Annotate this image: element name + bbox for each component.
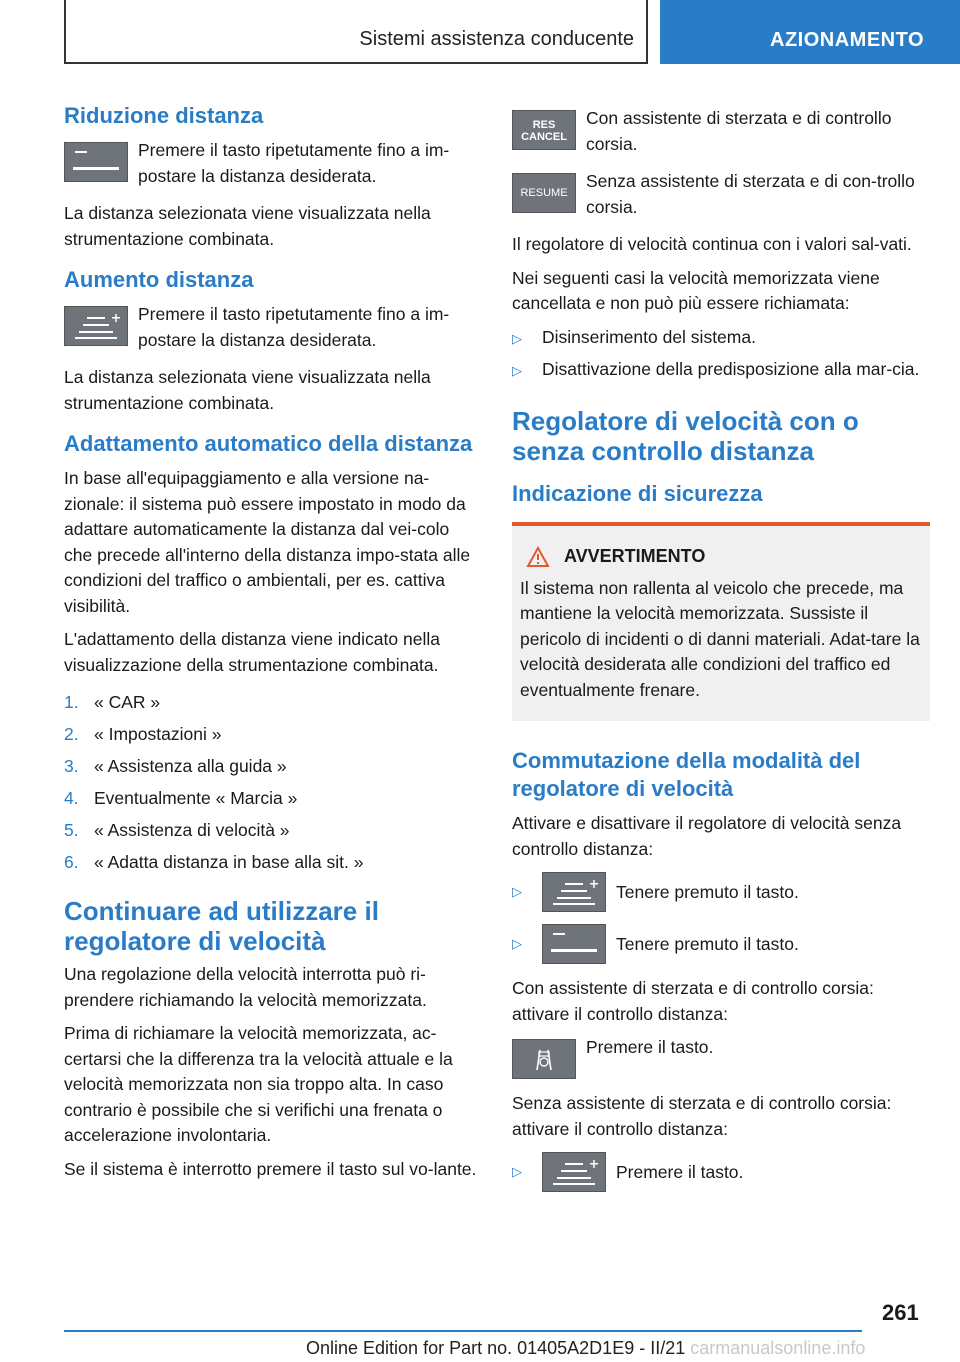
heading-riduzione: Riduzione distanza <box>64 103 264 128</box>
right-column <box>512 106 930 1204</box>
increase-instruction: Premere il tasto ripetutamente fino a im-postare la distanza desiderata. <box>138 304 450 350</box>
heading-adattamento: Adattamento automatico della distanza <box>64 431 473 456</box>
paragraph: L'adattamento della distanza viene indicato nella visualizzazione della strumentazione combinata. <box>64 629 440 675</box>
list-item: 3. « Assistenza alla guida » <box>64 756 287 776</box>
chapter-tab-label: AZIONAMENTO <box>770 29 925 51</box>
hold-row-increase <box>512 872 930 912</box>
list-item: 4. Eventualmente « Marcia » <box>64 788 298 808</box>
paragraph: La distanza selezionata viene visualizzata nella strumentazione combinata. <box>64 203 431 249</box>
bullet-list <box>512 325 930 384</box>
list-item: ▷ Disinserimento del sistema. <box>512 325 930 352</box>
list-item: 2. « Impostazioni » <box>64 724 222 744</box>
press-row-increase <box>512 1152 930 1192</box>
lane-assist-key-icon <box>512 1039 576 1079</box>
distance-increase-key-icon <box>64 306 128 346</box>
heading-regolatore: Regolatore di velocità con o senza controllo distanza <box>512 405 859 466</box>
distance-decrease-key-icon <box>542 924 606 964</box>
resume-text: Senza assistente di sterzata e di con-trollo corsia. <box>586 171 915 217</box>
press-text: Premere il tasto. <box>616 1161 744 1182</box>
triangle-right-icon: ▷ <box>512 936 522 951</box>
res-cancel-text: Con assistente di sterzata e di controllo corsia. <box>586 108 892 154</box>
distance-increase-key-icon <box>542 872 606 912</box>
resume-key-icon: RESUME <box>512 173 576 213</box>
page-number: 261 <box>882 1300 919 1325</box>
button-row-decrease <box>64 138 482 189</box>
button-row-res-cancel <box>512 106 930 157</box>
hold-text: Tenere premuto il tasto. <box>616 881 799 902</box>
watermark: carmanualsonline.info <box>690 1338 866 1358</box>
left-column <box>64 102 482 1190</box>
list-item: ▷ Disattivazione della predisposizione alla mar-cia. <box>512 357 930 384</box>
list-item: 1. « CAR » <box>64 692 161 712</box>
paragraph: La distanza selezionata viene visualizzata nella strumentazione combinata. <box>64 367 431 413</box>
button-row-resume <box>512 169 930 220</box>
heading-sicurezza: Indicazione di sicurezza <box>512 480 763 506</box>
header-box <box>64 0 648 64</box>
list-item: 5. « Assistenza di velocità » <box>64 820 290 840</box>
distance-decrease-key-icon <box>64 142 128 182</box>
paragraph: Con assistente di sterzata e di controllo corsia: attivare il controllo distanza: <box>512 978 874 1024</box>
heading-continuare: Continuare ad utilizzare il regolatore di velocità <box>64 896 379 956</box>
warning-box <box>512 522 930 722</box>
press-text: Premere il tasto. <box>586 1037 714 1057</box>
paragraph: Se il sistema è interrotto premere il tasto sul vo-lante. <box>64 1158 477 1179</box>
paragraph: Prima di richiamare la velocità memorizzata, ac-certarsi che la differenza tra la velocità attuale e la velocità memorizzata non sia troppo alta. In caso contrario è possibile che si verifichi una frenata o accelerazione involontaria. <box>64 1023 453 1145</box>
paragraph: Attivare e disattivare il regolatore di velocità senza controllo distanza: <box>512 813 902 859</box>
footer-divider <box>64 1330 862 1332</box>
paragraph: Senza assistente di sterzata e di controllo corsia: attivare il controllo distanza: <box>512 1093 892 1139</box>
warning-triangle-icon <box>526 546 550 568</box>
button-row-increase <box>64 302 482 353</box>
warning-title: AVVERTIMENTO <box>564 546 706 566</box>
res-cancel-key-icon: RES CANCEL <box>512 110 576 150</box>
decrease-instruction: Premere il tasto ripetutamente fino a im-postare la distanza desiderata. <box>138 140 450 186</box>
triangle-right-icon: ▷ <box>512 884 522 899</box>
distance-increase-key-icon <box>542 1152 606 1192</box>
hold-row-decrease <box>512 924 930 964</box>
hold-text: Tenere premuto il tasto. <box>616 933 799 954</box>
steps-list <box>64 686 482 878</box>
triangle-right-icon: ▷ <box>512 363 522 378</box>
paragraph: Il regolatore di velocità continua con i valori sal-vati. <box>512 234 912 254</box>
warning-text: Il sistema non rallenta al veicolo che precede, ma mantiene la velocità memorizzata. Sussiste il pericolo di incidenti o di danni materiali. Adat-tare la velocità desiderata alle condizioni del traffico ed eventualmente frenare. <box>520 577 920 700</box>
triangle-right-icon: ▷ <box>512 330 522 346</box>
heading-commutazione: Commutazione della modalità del regolatore di velocità <box>512 748 861 801</box>
chapter-tab <box>660 0 960 64</box>
triangle-right-icon: ▷ <box>512 1164 522 1179</box>
section-title: Sistemi assistenza conducente <box>359 28 634 50</box>
paragraph: In base all'equipaggiamento e alla versione na-zionale: il sistema può essere impostato in modo da adattare automaticamente la distanza dal vei-colo che precede all'interno della distanza impo-stata alle condizioni del traffico o ambientali, per es. cattiva visibilità. <box>64 468 471 616</box>
list-item: 6. « Adatta distanza in base alla sit. » <box>64 852 364 872</box>
paragraph: Nei seguenti casi la velocità memorizzata viene cancellata e non può più essere richiamata: <box>512 267 880 313</box>
heading-aumento: Aumento distanza <box>64 267 254 292</box>
button-row-lane-assist <box>512 1035 930 1079</box>
paragraph: Una regolazione della velocità interrotta può ri-prendere richiamando la velocità memorizzata. <box>64 964 427 1010</box>
footer-edition: Online Edition for Part no. 01405A2D1E9 - II/21 carmanualsonline.info <box>306 1338 866 1358</box>
